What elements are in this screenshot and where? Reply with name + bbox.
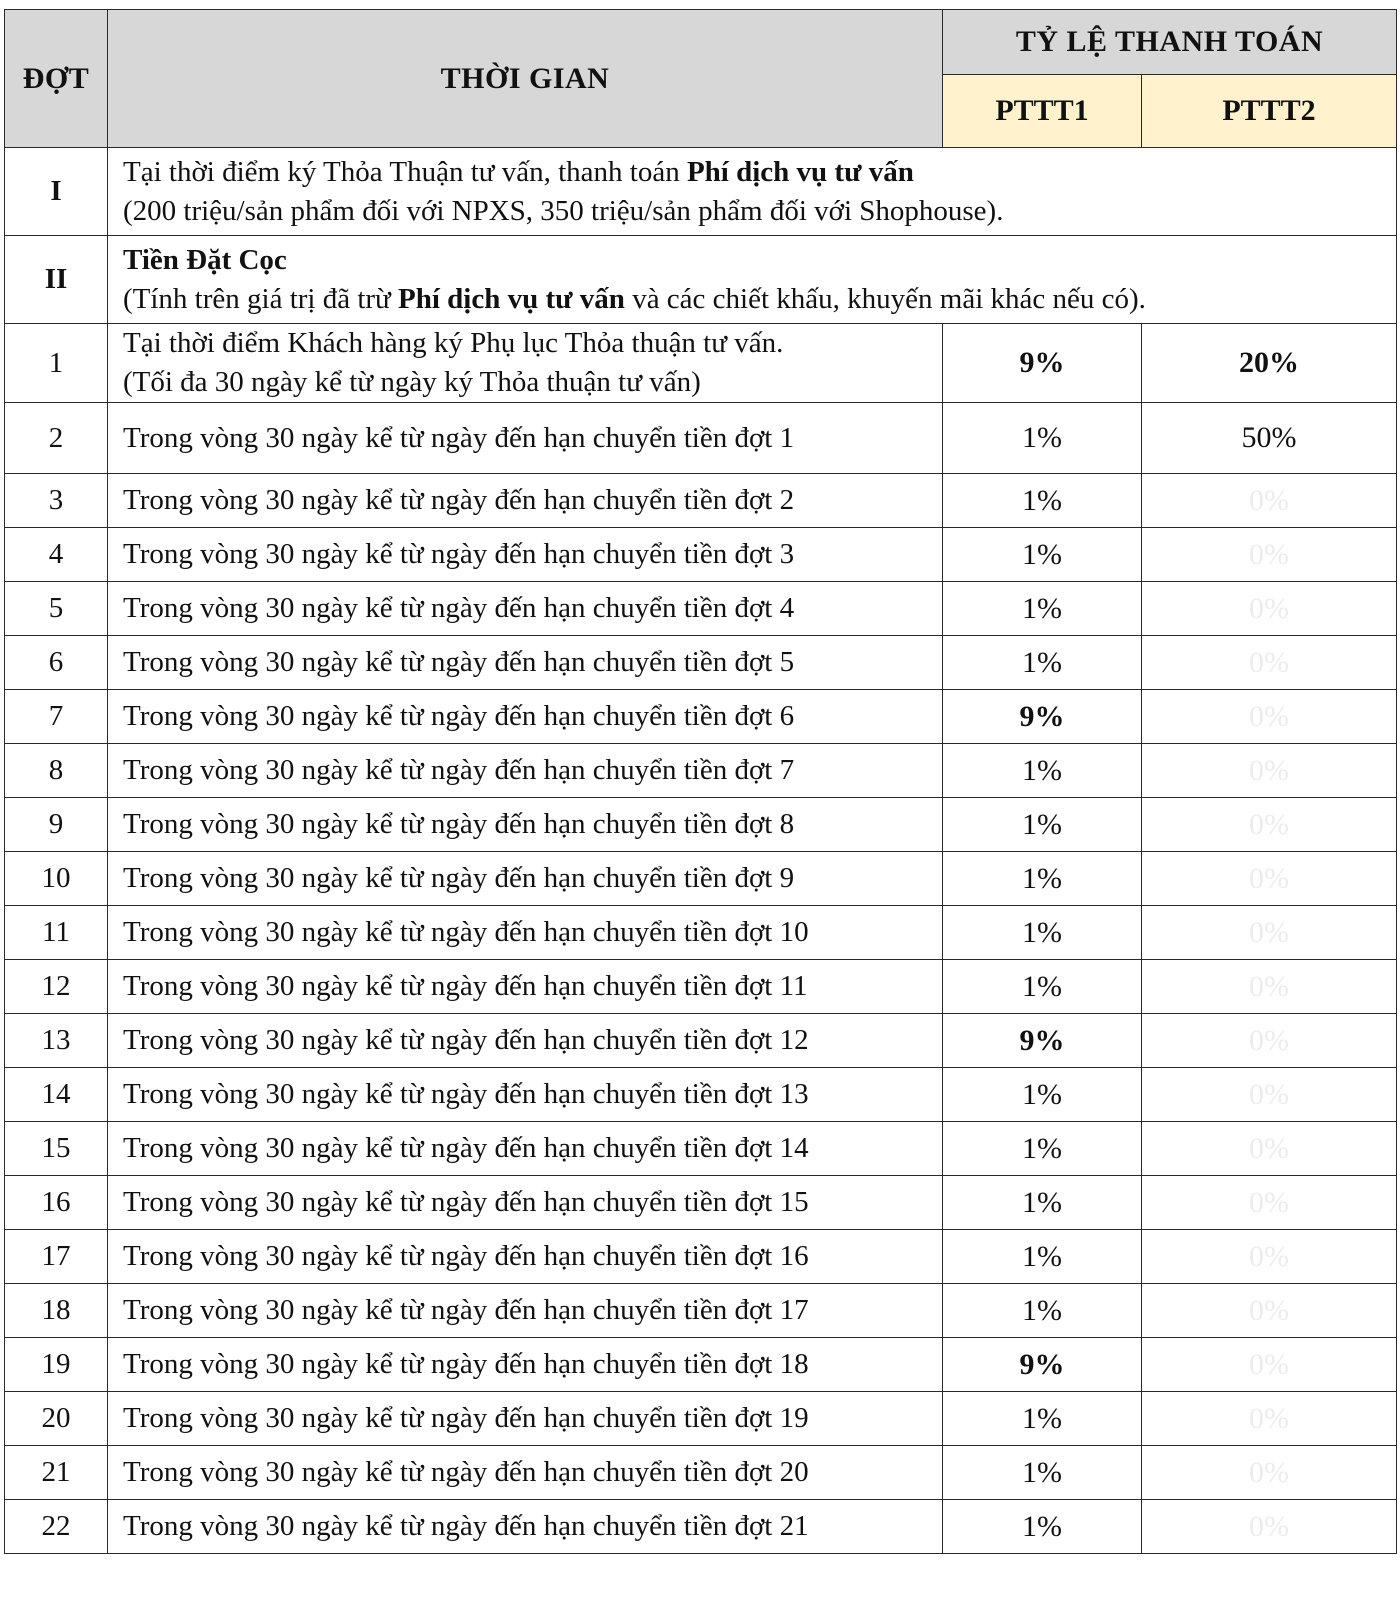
row-dot: 16 [5, 1176, 108, 1230]
row-time: Trong vòng 30 ngày kể từ ngày đến hạn chuyển tiền đợt 20 [108, 1446, 943, 1500]
row-dot: 19 [5, 1338, 108, 1392]
row-pttt1: 1% [943, 906, 1142, 960]
table-row [5, 1068, 1397, 1122]
row-pttt2: 0% [1142, 1176, 1397, 1230]
row-dot: 22 [5, 1500, 108, 1554]
row-dot: 14 [5, 1068, 108, 1122]
row-dot: 7 [5, 690, 108, 744]
table-row [5, 403, 1397, 474]
row-time: Trong vòng 30 ngày kể từ ngày đến hạn chuyển tiền đợt 14 [108, 1122, 943, 1176]
table-row [5, 1392, 1397, 1446]
row-pttt2: 0% [1142, 1230, 1397, 1284]
section-description [108, 148, 1397, 236]
table-row [5, 528, 1397, 582]
table-row [5, 852, 1397, 906]
row-pttt1: 1% [943, 474, 1142, 528]
row-dot: 10 [5, 852, 108, 906]
row-time: Trong vòng 30 ngày kể từ ngày đến hạn chuyển tiền đợt 15 [108, 1176, 943, 1230]
row-dot: 11 [5, 906, 108, 960]
table-row [5, 1284, 1397, 1338]
table-row [5, 906, 1397, 960]
row-pttt2: 0% [1142, 1284, 1397, 1338]
row-pttt1: 9% [943, 1338, 1142, 1392]
row-pttt1: 1% [943, 1230, 1142, 1284]
table-row [5, 1176, 1397, 1230]
row-dot: 3 [5, 474, 108, 528]
section-text: và các chiết khấu, khuyến mãi khác nếu có). [624, 282, 1146, 315]
row-pttt2: 0% [1142, 474, 1397, 528]
row-time: Trong vòng 30 ngày kể từ ngày đến hạn chuyển tiền đợt 1 [108, 403, 943, 474]
row-dot: 12 [5, 960, 108, 1014]
table-row [5, 1230, 1397, 1284]
section-text-bold: Phí dịch vụ tư vấn [398, 282, 625, 315]
table-row [5, 1446, 1397, 1500]
row-time: Trong vòng 30 ngày kể từ ngày đến hạn chuyển tiền đợt 13 [108, 1068, 943, 1122]
table-row [5, 1122, 1397, 1176]
row-dot: 4 [5, 528, 108, 582]
row-pttt1: 1% [943, 1446, 1142, 1500]
row-pttt1: 1% [943, 582, 1142, 636]
row-pttt1: 1% [943, 852, 1142, 906]
row-dot: 9 [5, 798, 108, 852]
row-pttt1: 1% [943, 960, 1142, 1014]
table-row [5, 1014, 1397, 1068]
row-dot: 17 [5, 1230, 108, 1284]
header-row-top [5, 10, 1397, 75]
row-dot: 8 [5, 744, 108, 798]
row-time: Trong vòng 30 ngày kể từ ngày đến hạn chuyển tiền đợt 12 [108, 1014, 943, 1068]
section-title: Tiền Đặt Cọc [123, 243, 287, 276]
row-time: Trong vòng 30 ngày kể từ ngày đến hạn chuyển tiền đợt 3 [108, 528, 943, 582]
table-row [5, 744, 1397, 798]
row-pttt1: 1% [943, 1122, 1142, 1176]
row-time: Trong vòng 30 ngày kể từ ngày đến hạn chuyển tiền đợt 16 [108, 1230, 943, 1284]
row-pttt2: 0% [1142, 744, 1397, 798]
row-pttt2: 0% [1142, 960, 1397, 1014]
row-time: Trong vòng 30 ngày kể từ ngày đến hạn chuyển tiền đợt 21 [108, 1500, 943, 1554]
table-row [5, 582, 1397, 636]
row-pttt1: 1% [943, 744, 1142, 798]
row-pttt2: 0% [1142, 690, 1397, 744]
header-pttt2: PTTT2 [1142, 75, 1397, 148]
row-time-line: Tại thời điểm Khách hàng ký Phụ lục Thỏa thuận tư vấn. [123, 327, 784, 359]
row-pttt1: 9% [943, 690, 1142, 744]
row-pttt2: 0% [1142, 528, 1397, 582]
row-pttt2: 0% [1142, 852, 1397, 906]
table-row [5, 1500, 1397, 1554]
table-row [5, 324, 1397, 403]
table-row [5, 798, 1397, 852]
row-time: Trong vòng 30 ngày kể từ ngày đến hạn chuyển tiền đợt 8 [108, 798, 943, 852]
section-text: (Tính trên giá trị đã trừ [123, 282, 399, 315]
table-row [5, 960, 1397, 1014]
row-dot: 5 [5, 582, 108, 636]
row-time: Trong vòng 30 ngày kể từ ngày đến hạn chuyển tiền đợt 5 [108, 636, 943, 690]
row-pttt1: 1% [943, 1176, 1142, 1230]
row-dot: 18 [5, 1284, 108, 1338]
row-pttt1: 1% [943, 1392, 1142, 1446]
row-pttt2: 0% [1142, 636, 1397, 690]
section-row-ii [5, 236, 1397, 324]
row-time: Trong vòng 30 ngày kể từ ngày đến hạn chuyển tiền đợt 19 [108, 1392, 943, 1446]
row-pttt1: 1% [943, 1284, 1142, 1338]
row-dot: 13 [5, 1014, 108, 1068]
row-pttt2: 0% [1142, 582, 1397, 636]
row-pttt1: 1% [943, 1500, 1142, 1554]
row-pttt2: 0% [1142, 1122, 1397, 1176]
row-time: Trong vòng 30 ngày kể từ ngày đến hạn chuyển tiền đợt 2 [108, 474, 943, 528]
row-pttt2: 0% [1142, 1446, 1397, 1500]
row-time: Trong vòng 30 ngày kể từ ngày đến hạn chuyển tiền đợt 4 [108, 582, 943, 636]
row-pttt1: 1% [943, 798, 1142, 852]
section-label: I [5, 148, 108, 236]
section-row-i [5, 148, 1397, 236]
section-text: Tại thời điểm ký Thỏa Thuận tư vấn, thanh toán [123, 155, 687, 188]
row-pttt1: 1% [943, 636, 1142, 690]
header-payment-ratio: TỶ LỆ THANH TOÁN [943, 10, 1397, 75]
row-time [108, 324, 943, 403]
row-pttt1: 1% [943, 403, 1142, 474]
row-pttt2: 0% [1142, 1500, 1397, 1554]
table-row [5, 474, 1397, 528]
row-dot: 2 [5, 403, 108, 474]
row-dot: 21 [5, 1446, 108, 1500]
table-row [5, 690, 1397, 744]
row-dot: 1 [5, 324, 108, 403]
payment-schedule-table [4, 9, 1397, 1554]
row-dot: 15 [5, 1122, 108, 1176]
row-time: Trong vòng 30 ngày kể từ ngày đến hạn chuyển tiền đợt 6 [108, 690, 943, 744]
header-pttt1: PTTT1 [943, 75, 1142, 148]
row-dot: 20 [5, 1392, 108, 1446]
row-time: Trong vòng 30 ngày kể từ ngày đến hạn chuyển tiền đợt 18 [108, 1338, 943, 1392]
row-time: Trong vòng 30 ngày kể từ ngày đến hạn chuyển tiền đợt 11 [108, 960, 943, 1014]
row-pttt1: 1% [943, 1068, 1142, 1122]
section-label: II [5, 236, 108, 324]
row-pttt2: 0% [1142, 798, 1397, 852]
row-pttt2: 50% [1142, 403, 1397, 474]
row-pttt2: 0% [1142, 1068, 1397, 1122]
row-time: Trong vòng 30 ngày kể từ ngày đến hạn chuyển tiền đợt 7 [108, 744, 943, 798]
section-description [108, 236, 1397, 324]
row-pttt2: 0% [1142, 1338, 1397, 1392]
row-time: Trong vòng 30 ngày kể từ ngày đến hạn chuyển tiền đợt 9 [108, 852, 943, 906]
row-pttt2: 0% [1142, 1014, 1397, 1068]
row-pttt1: 1% [943, 528, 1142, 582]
header-time: THỜI GIAN [108, 10, 943, 148]
header-dot: ĐỢT [5, 10, 108, 148]
table-row [5, 636, 1397, 690]
row-time: Trong vòng 30 ngày kể từ ngày đến hạn chuyển tiền đợt 17 [108, 1284, 943, 1338]
row-time-line: (Tối đa 30 ngày kể từ ngày ký Thỏa thuận tư vấn) [123, 366, 701, 398]
row-pttt2: 0% [1142, 1392, 1397, 1446]
section-text: (200 triệu/sản phẩm đối với NPXS, 350 triệu/sản phẩm đối với Shophouse). [123, 194, 1004, 227]
table-row [5, 1338, 1397, 1392]
row-time: Trong vòng 30 ngày kể từ ngày đến hạn chuyển tiền đợt 10 [108, 906, 943, 960]
row-pttt1: 9% [943, 1014, 1142, 1068]
section-text-bold: Phí dịch vụ tư vấn [686, 155, 914, 188]
row-dot: 6 [5, 636, 108, 690]
row-pttt2: 20% [1142, 324, 1397, 403]
row-pttt2: 0% [1142, 906, 1397, 960]
row-pttt1: 9% [943, 324, 1142, 403]
